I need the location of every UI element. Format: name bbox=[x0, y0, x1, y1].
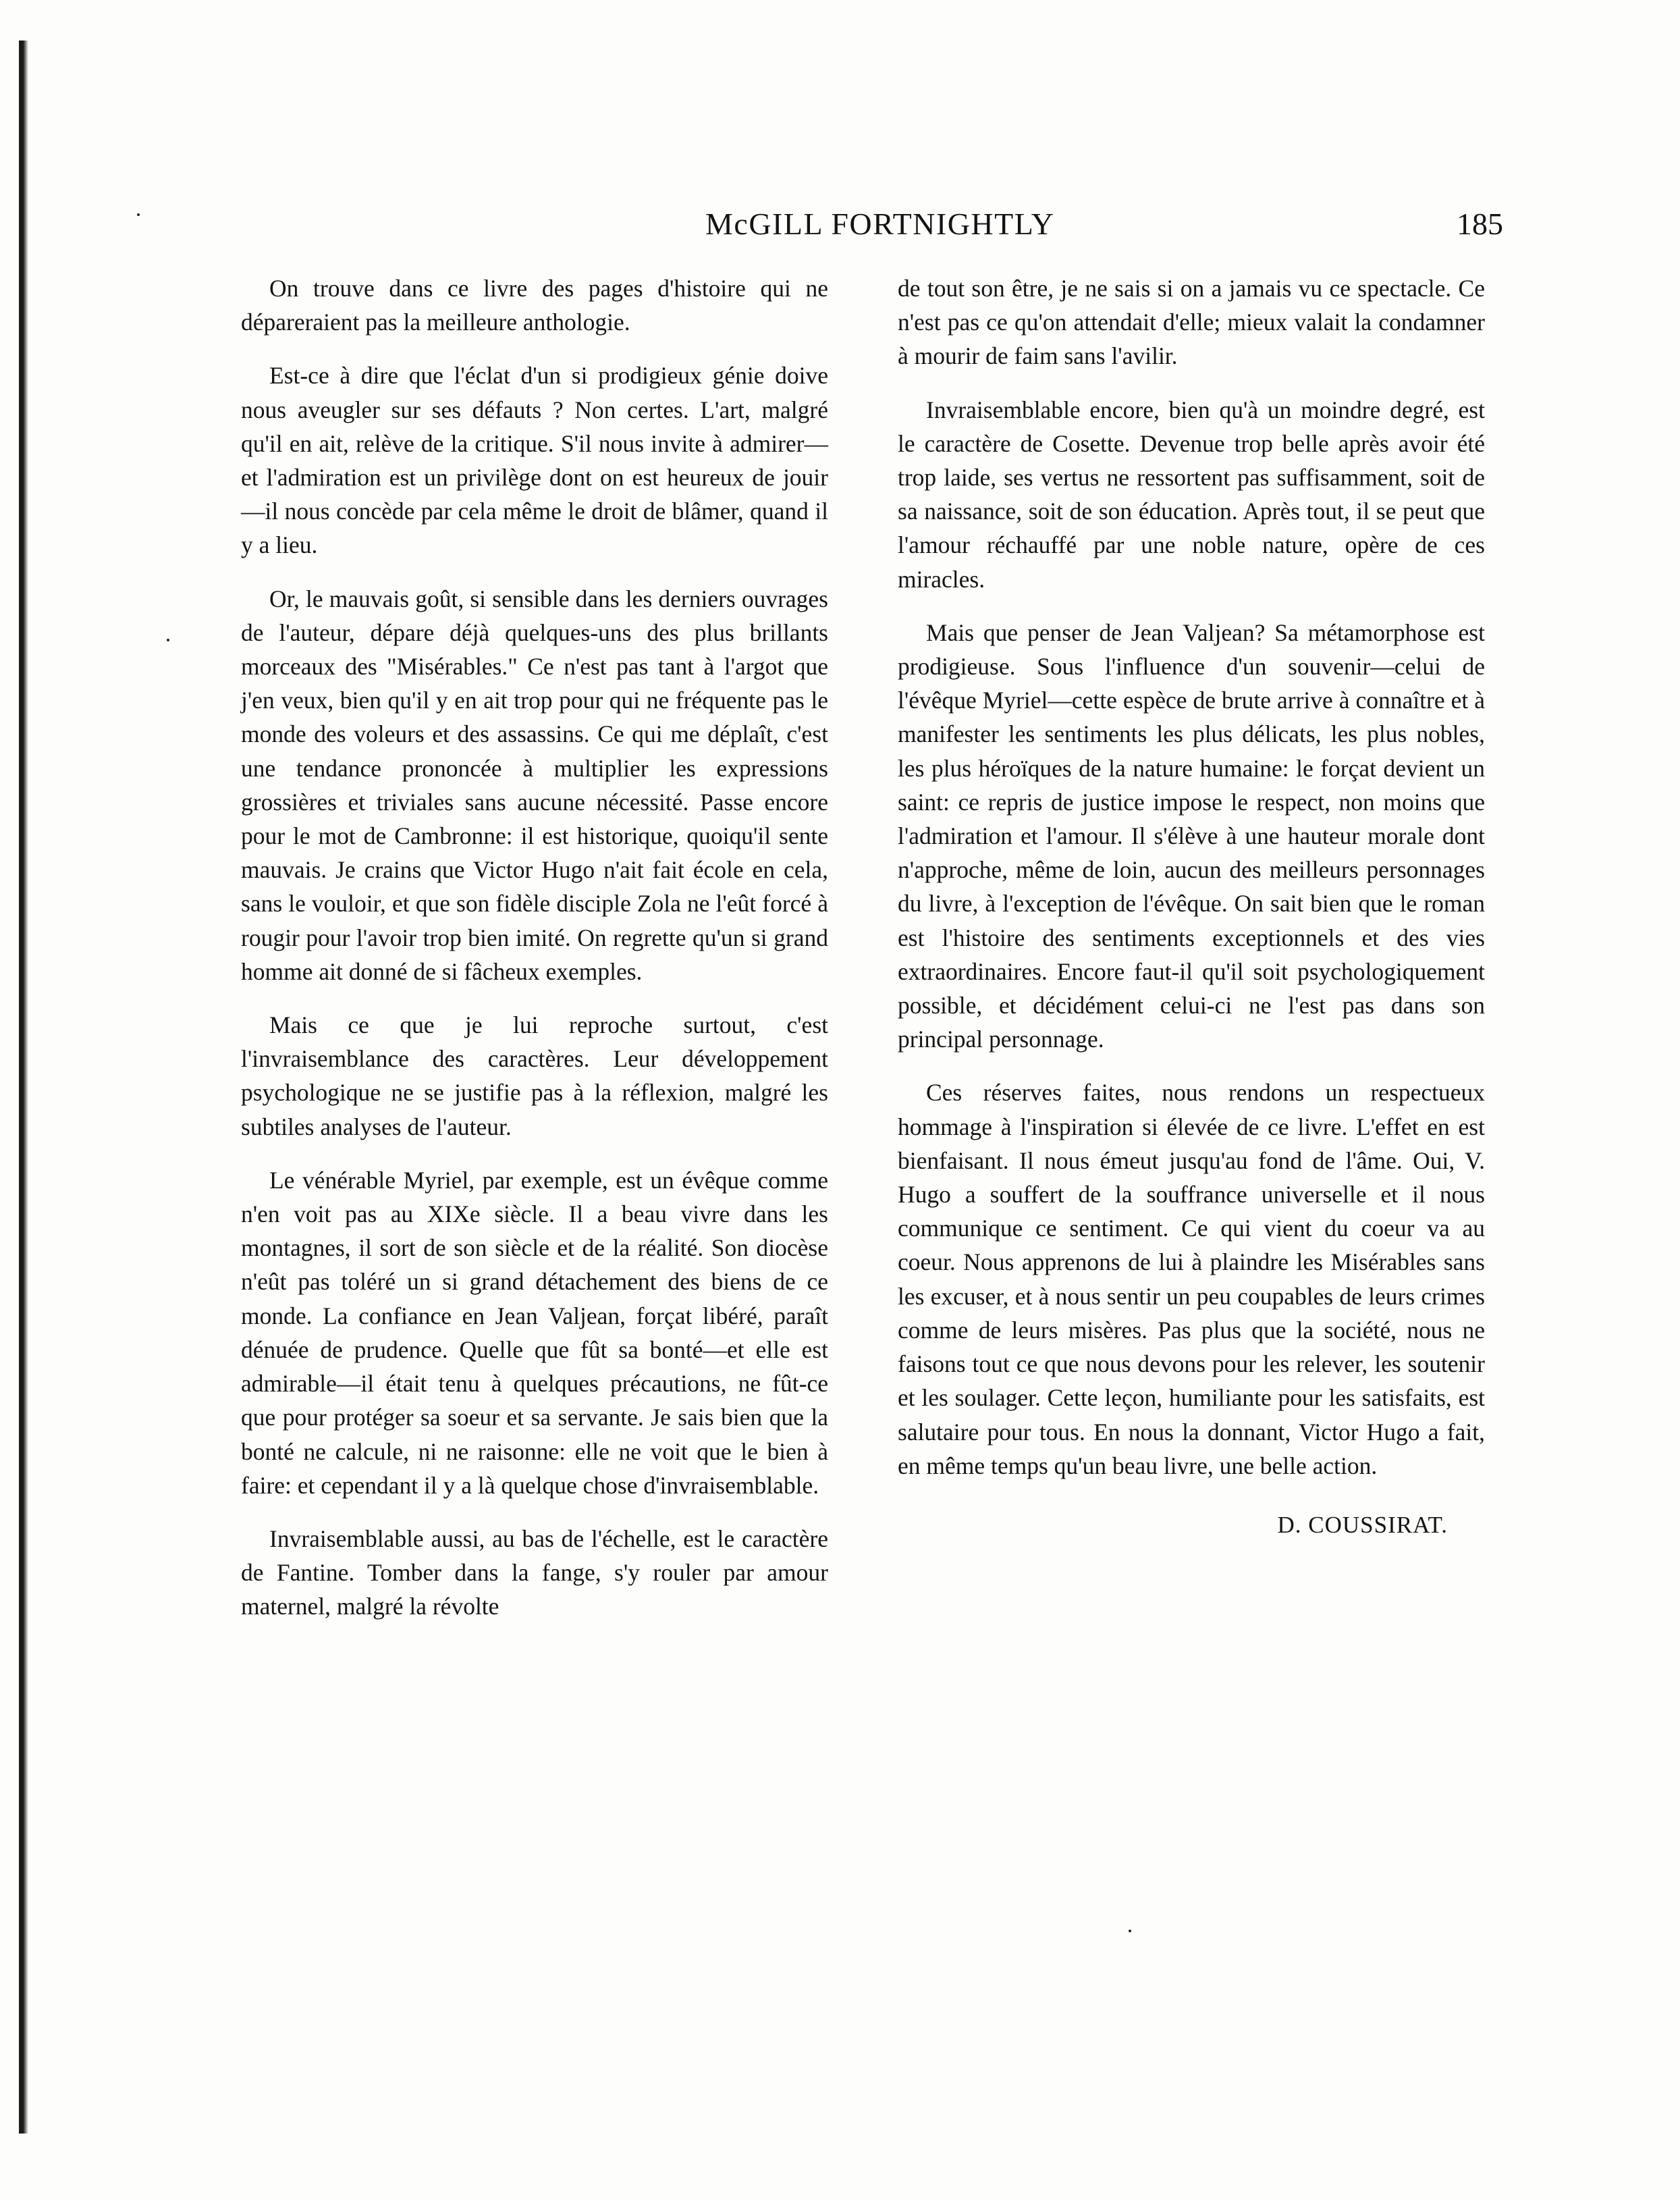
right-column bbox=[898, 271, 1485, 1542]
paragraph: Mais ce que je lui reproche surtout, c'est l'invraisemblance des caractères. Leur développement psychologique ne se justifie pas à la réflexion, malgré les subtiles analyses de l'auteur. bbox=[241, 1011, 828, 1140]
paragraph: On trouve dans ce livre des pages d'histoire qui ne dépareraient pas la meilleure anthologie. bbox=[241, 275, 828, 336]
paragraph-continued: de tout son être, je ne sais si on a jamais vu ce spectacle. Ce n'est pas ce qu'on attendait d'elle; mieux valait la condamner à mourir de faim sans l'avilir. bbox=[898, 275, 1485, 370]
dust-speck bbox=[1129, 1930, 1131, 1932]
running-header bbox=[0, 206, 1680, 253]
binding-edge bbox=[19, 41, 28, 2134]
dust-speck bbox=[167, 639, 169, 641]
paragraph: Ces réserves faites, nous rendons un respectueux hommage à l'inspiration si élevée de ce livre. L'effet en est bienfaisant. Il nous émeut jusqu'au fond de l'âme. Oui, V. Hugo a souffert de la souffrance universelle et il nous communique ce sentiment. Ce qui vient du coeur va au coeur. Nous apprenons de lui à plaindre les Misérables sans les excuser, et à nous sentir un peu coupables de leurs crimes comme de leurs misères. Pas plus que la société, nous ne faisons tout ce que nous devons pour les relever, les soutenir et les soulager. Cette leçon, humiliante pour les satisfaits, est salutaire pour tous. En nous la donnant, Victor Hugo a fait, en même temps qu'un beau livre, une belle action. bbox=[898, 1079, 1485, 1479]
paragraph: Mais que penser de Jean Valjean? Sa métamorphose est prodigieuse. Sous l'influence d'un souvenir—celui de l'évêque Myriel—cette espèce de brute arrive à connaître et à manifester les sentiments les plus délicats, les plus nobles, les plus héroïques de la nature humaine: le forçat devient un saint: ce repris de justice impose le respect, non moins que l'admiration et l'amour. Il s'élève à une hauteur morale dont n'approche, même de loin, aucun des meilleurs personnages du livre, à l'exception de l'évêque. On sait bien que le roman est l'histoire des sentiments exceptionnels et des vies extraordinaires. Encore faut-il qu'il soit psychologiquement possible, et décidément celui-ci ne l'est pas dans son principal personnage. bbox=[898, 618, 1485, 1053]
paragraph: Invraisemblable encore, bien qu'à un moindre degré, est le caractère de Cosette. Devenue trop belle après avoir été trop laide, ses vertus ne ressortent pas suffisamment, soit de sa naissance, soit de son éducation. Après tout, il se peut que l'amour réchauffé par une noble nature, opère de ces miracles. bbox=[898, 396, 1485, 593]
left-column bbox=[241, 271, 828, 1643]
journal-title: McGILL FORTNIGHTLY bbox=[705, 207, 1055, 241]
paragraph: Or, le mauvais goût, si sensible dans les derniers ouvrages de l'auteur, dépare déjà quelques-uns des plus brillants morceaux des "Misérables." Ce n'est pas tant à l'argot que j'en veux, bien qu'il y en ait trop pour qui ne fréquente pas le monde des voleurs et des assassins. Ce qui me déplaît, c'est une tendance prononcée à multiplier les expressions grossières et triviales sans aucune nécessité. Passe encore pour le mot de Cambronne: il est historique, quoiqu'il sente mauvais. Je crains que Victor Hugo n'ait fait école en cela, sans le vouloir, et que son fidèle disciple Zola ne l'eût forcé à rougir pour l'avoir trop bien imité. On regrette qu'un si grand homme ait donné de si fâcheux exemples. bbox=[241, 585, 828, 985]
paragraph: Est-ce à dire que l'éclat d'un si prodigieux génie doive nous aveugler sur ses défauts ? Non certes. L'art, malgré qu'il en ait, relève de la critique. S'il nous invite à admirer—et l'admiration est un privilège dont on est heureux de jouir—il nous concède par cela même le droit de blâmer, quand il y a lieu. bbox=[241, 362, 828, 559]
paragraph: Le vénérable Myriel, par exemple, est un évêque comme n'en voit pas au XIXe siècle. Il a beau vivre dans les montagnes, il sort de son siècle et de la réalité. Son diocèse n'eût pas toléré un si grand détachement des biens de ce monde. La confiance en Jean Valjean, forçat libéré, paraît dénuée de prudence. Quelle que fût sa bonté—et elle est admirable—il était tenu à quelques précautions, ne fût-ce que pour protéger sa soeur et sa servante. Je sais bien que la bonté ne calcule, ni ne raisonne: elle ne voit que le bien à faire: et cependant il y a là quelque chose d'invraisemblable. bbox=[241, 1166, 828, 1499]
author-signature: D. COUSSIRAT. bbox=[1277, 1511, 1448, 1538]
page-number: 185 bbox=[1457, 207, 1503, 241]
paragraph: Invraisemblable aussi, au bas de l'échelle, est le caractère de Fantine. Tomber dans la fange, s'y rouler par amour maternel, malgré la révolte bbox=[241, 1525, 828, 1620]
